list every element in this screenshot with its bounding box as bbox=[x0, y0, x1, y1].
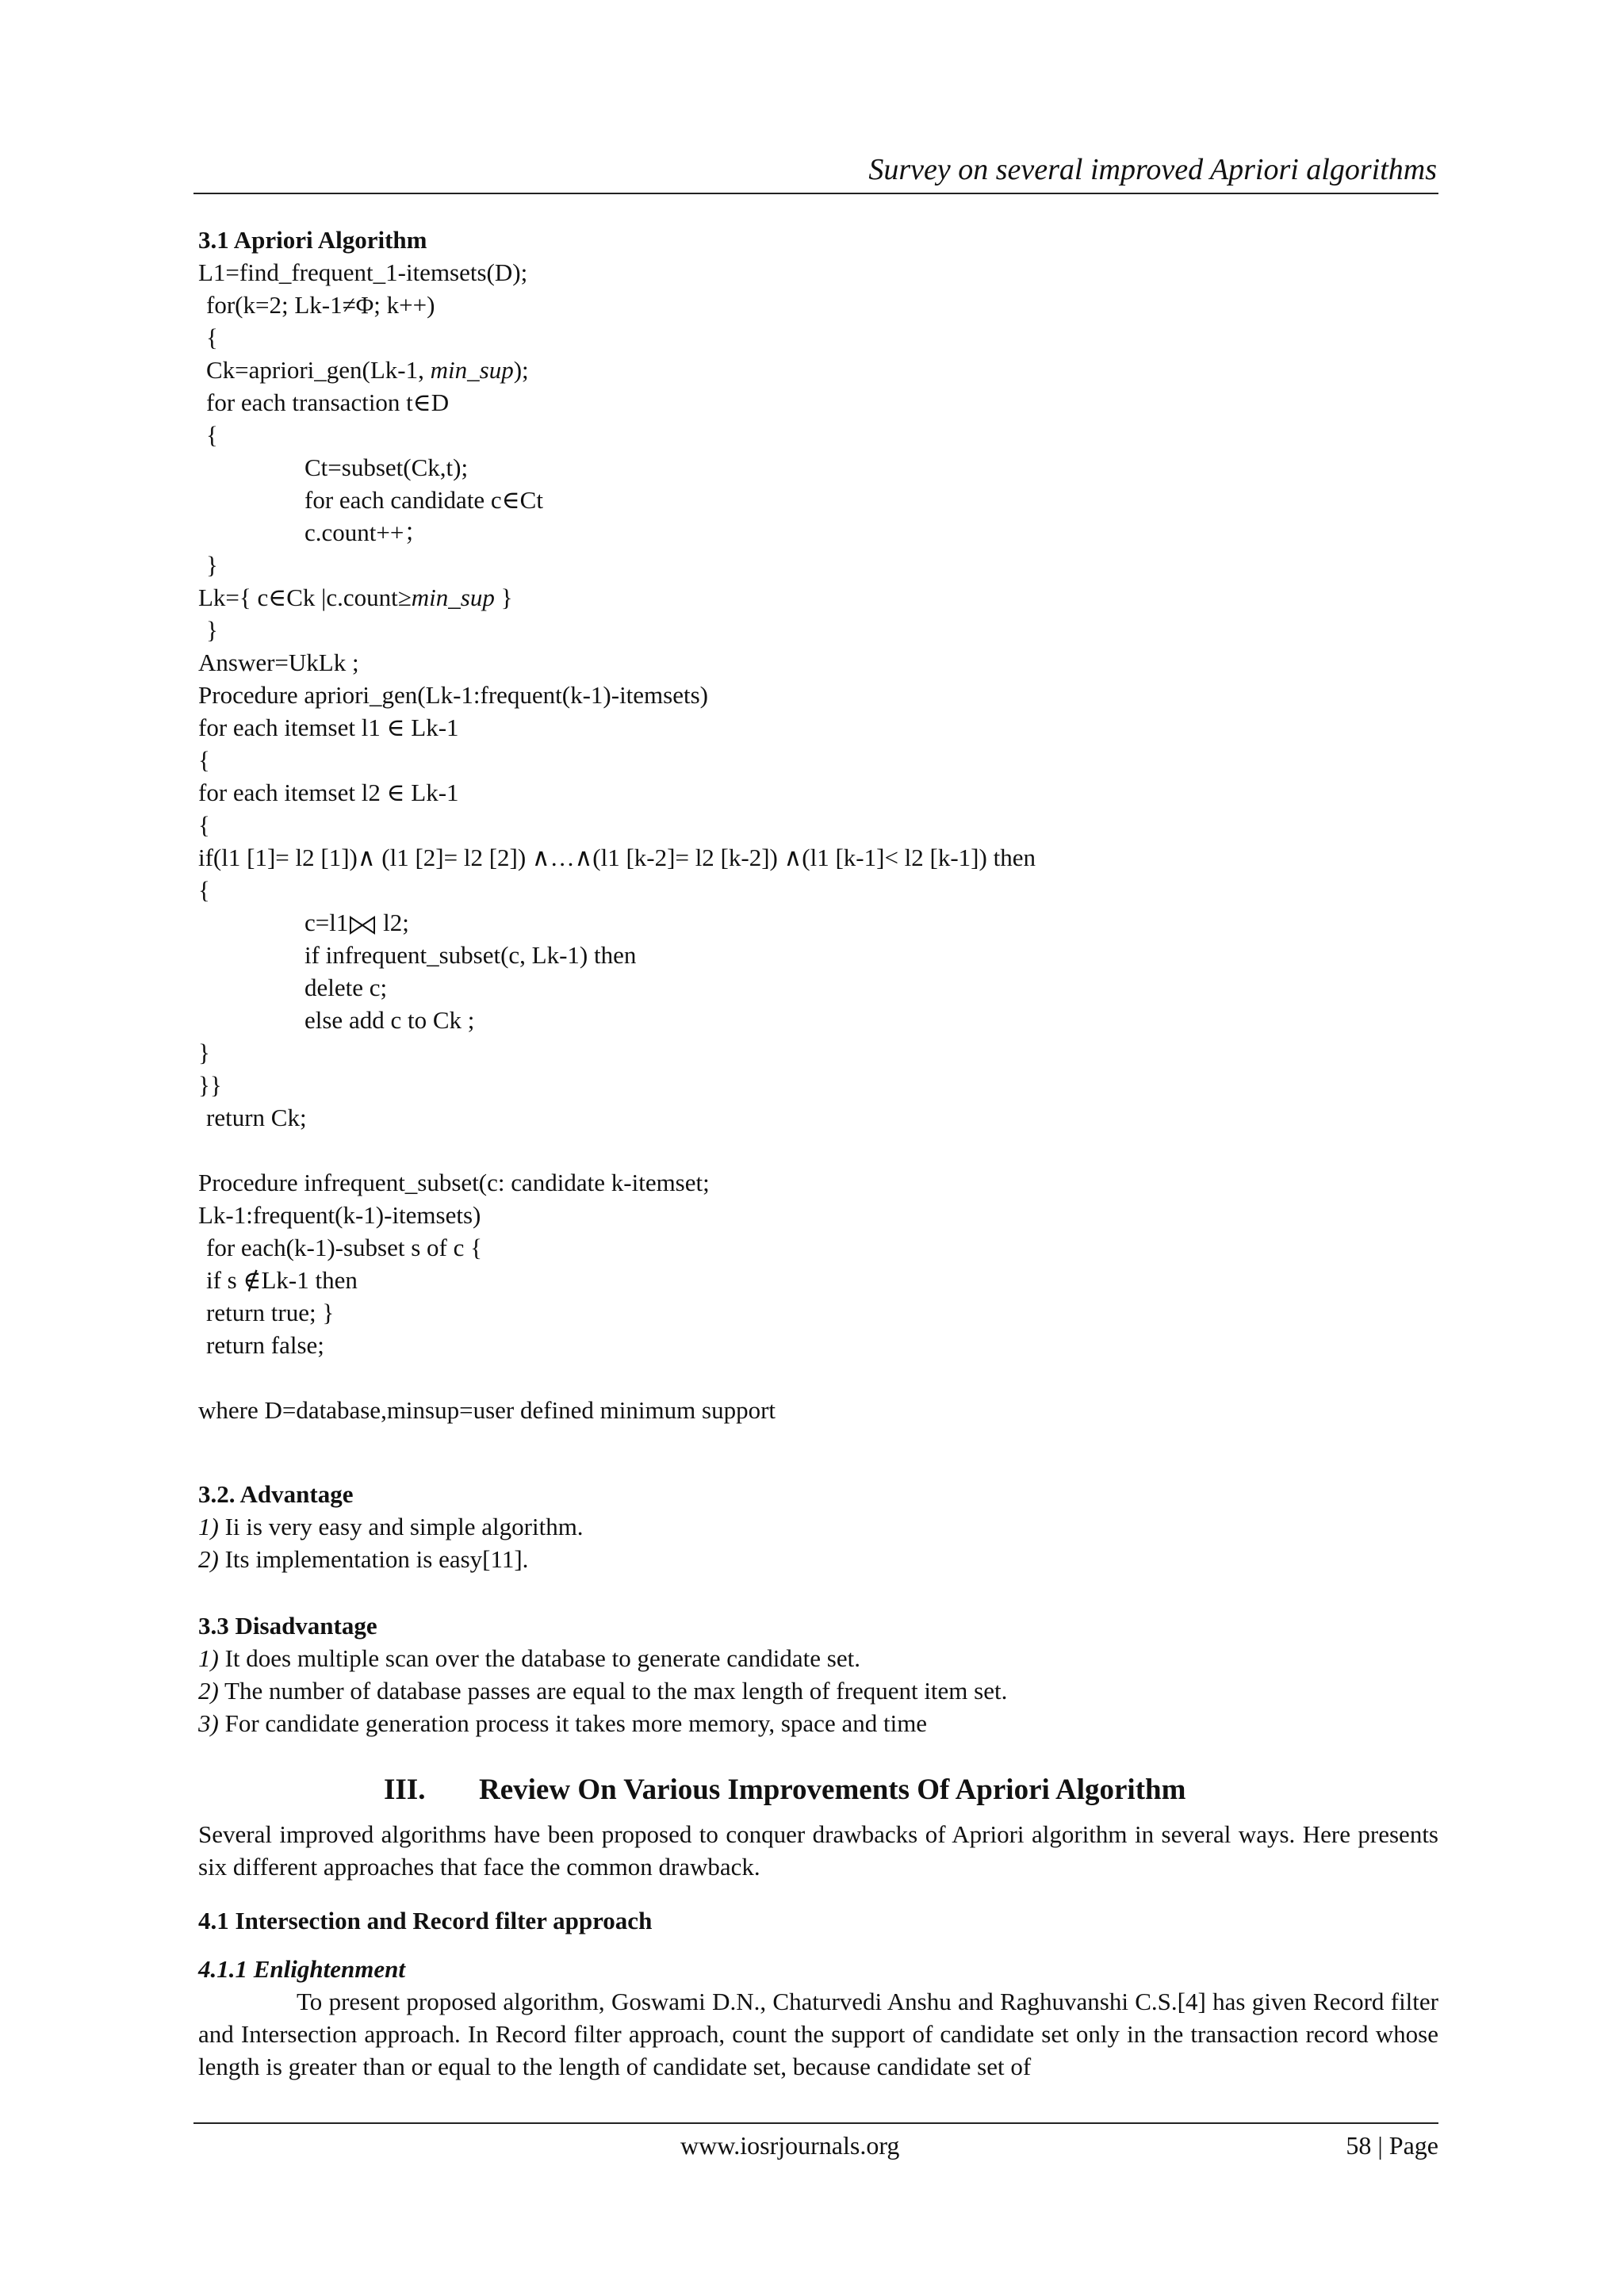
section-number: III. bbox=[384, 1774, 426, 1806]
code-line: { bbox=[198, 876, 210, 904]
section-title: 3.3 Disadvantage bbox=[198, 1612, 377, 1640]
join-icon bbox=[350, 916, 375, 935]
code-line: return false; bbox=[206, 1331, 324, 1359]
code-line: Lk={ c∈Ck |c.count≥min_sup } bbox=[198, 584, 513, 611]
section-3-1 bbox=[198, 224, 1438, 1426]
section-3-2 bbox=[198, 1478, 1438, 1575]
list-item: 2) The number of database passes are equal to the max length of frequent item set. bbox=[198, 1677, 1008, 1705]
code-line: where D=database,minsup=user defined minimum support bbox=[198, 1396, 776, 1424]
code-line: { bbox=[206, 421, 218, 449]
code-line: if s ∉Lk-1 then bbox=[206, 1266, 358, 1294]
section-title: 4.1 Intersection and Record filter approach bbox=[198, 1907, 653, 1934]
code-line: for each(k-1)-subset s of c { bbox=[206, 1234, 482, 1261]
code-line: } bbox=[206, 551, 218, 579]
code-line: L1=find_frequent_1-itemsets(D); bbox=[198, 258, 528, 286]
list-item: 1) It does multiple scan over the database to generate candidate set. bbox=[198, 1644, 860, 1672]
code-line: Lk-1:frequent(k-1)-itemsets) bbox=[198, 1201, 481, 1229]
subsection-title: 4.1.1 Enlightenment bbox=[198, 1955, 405, 1983]
code-line: c=l1 l2; bbox=[304, 909, 409, 936]
code-line: c.count++； bbox=[304, 519, 429, 546]
code-line: Procedure apriori_gen(Lk-1:frequent(k-1)-itemsets) bbox=[198, 681, 708, 709]
code-line: Procedure infrequent_subset(c: candidate k-itemset; bbox=[198, 1169, 710, 1196]
code-line: else add c to Ck ; bbox=[304, 1006, 475, 1034]
list-item: 3) For candidate generation process it takes more memory, space and time bbox=[198, 1709, 928, 1737]
code-line: return Ck; bbox=[206, 1104, 307, 1131]
code-line: for each candidate c∈Ct bbox=[304, 486, 543, 514]
code-line: if infrequent_subset(c, Lk-1) then bbox=[304, 941, 637, 969]
section-title: 3.1 Apriori Algorithm bbox=[198, 226, 427, 254]
footer-rule bbox=[193, 2122, 1438, 2124]
header-rule bbox=[193, 193, 1438, 194]
paragraph: To present proposed algorithm, Goswami D.N., Chaturvedi Anshu and Raghuvanshi C.S.[4] has given Record filter and Intersection approach. In Record filter approach, count the support of candidate set only in the transaction record whose length is greater than or equal to the length of candidate set, because candidate set of bbox=[198, 1988, 1438, 2080]
code-line: for each itemset l1 ∈ Lk-1 bbox=[198, 714, 459, 741]
section-4-1-1 bbox=[198, 1953, 1438, 2083]
code-line: for(k=2; Lk-1≠Φ; k++) bbox=[206, 291, 435, 319]
code-line: }} bbox=[198, 1071, 222, 1099]
footer-url: www.iosrjournals.org bbox=[680, 2131, 900, 2160]
code-line: delete c; bbox=[304, 974, 388, 1001]
list-item: 1) Ii is very easy and simple algorithm. bbox=[198, 1513, 584, 1540]
running-header: Survey on several improved Apriori algorithms bbox=[868, 153, 1437, 186]
code-line: } bbox=[198, 1039, 210, 1066]
code-line: { bbox=[198, 746, 210, 774]
code-line: Answer=UkLk ; bbox=[198, 649, 359, 676]
section-3-3 bbox=[198, 1609, 1438, 1739]
list-item: 2) Its implementation is easy[11]. bbox=[198, 1545, 529, 1573]
code-line: for each transaction t∈D bbox=[206, 388, 450, 416]
code-line: for each itemset l2 ∈ Lk-1 bbox=[198, 779, 459, 806]
page-number: 58 | Page bbox=[1346, 2131, 1438, 2160]
code-line: Ct=subset(Ck,t); bbox=[304, 453, 469, 481]
code-line: return true; } bbox=[206, 1299, 335, 1326]
section-title: 3.2. Advantage bbox=[198, 1480, 354, 1508]
code-line: Ck=apriori_gen(Lk-1, min_sup); bbox=[206, 356, 529, 384]
code-line: { bbox=[206, 323, 218, 351]
code-line: if(l1 [1]= l2 [1])∧ (l1 [2]= l2 [2]) ∧…∧(l1 [k-2]= l2 [k-2]) ∧(l1 [k-1]< l2 [k-1]) then bbox=[198, 844, 1036, 871]
code-line: } bbox=[206, 616, 218, 644]
section-4-1 bbox=[198, 1904, 1438, 1937]
section-heading-title: Review On Various Improvements Of Apriori Algorithm bbox=[479, 1774, 1186, 1806]
code-line: { bbox=[198, 811, 210, 839]
section-III-paragraph: Several improved algorithms have been proposed to conquer drawbacks of Apriori algorithm in several ways. Here presents six different approaches that face the common drawback. bbox=[198, 1820, 1438, 1881]
